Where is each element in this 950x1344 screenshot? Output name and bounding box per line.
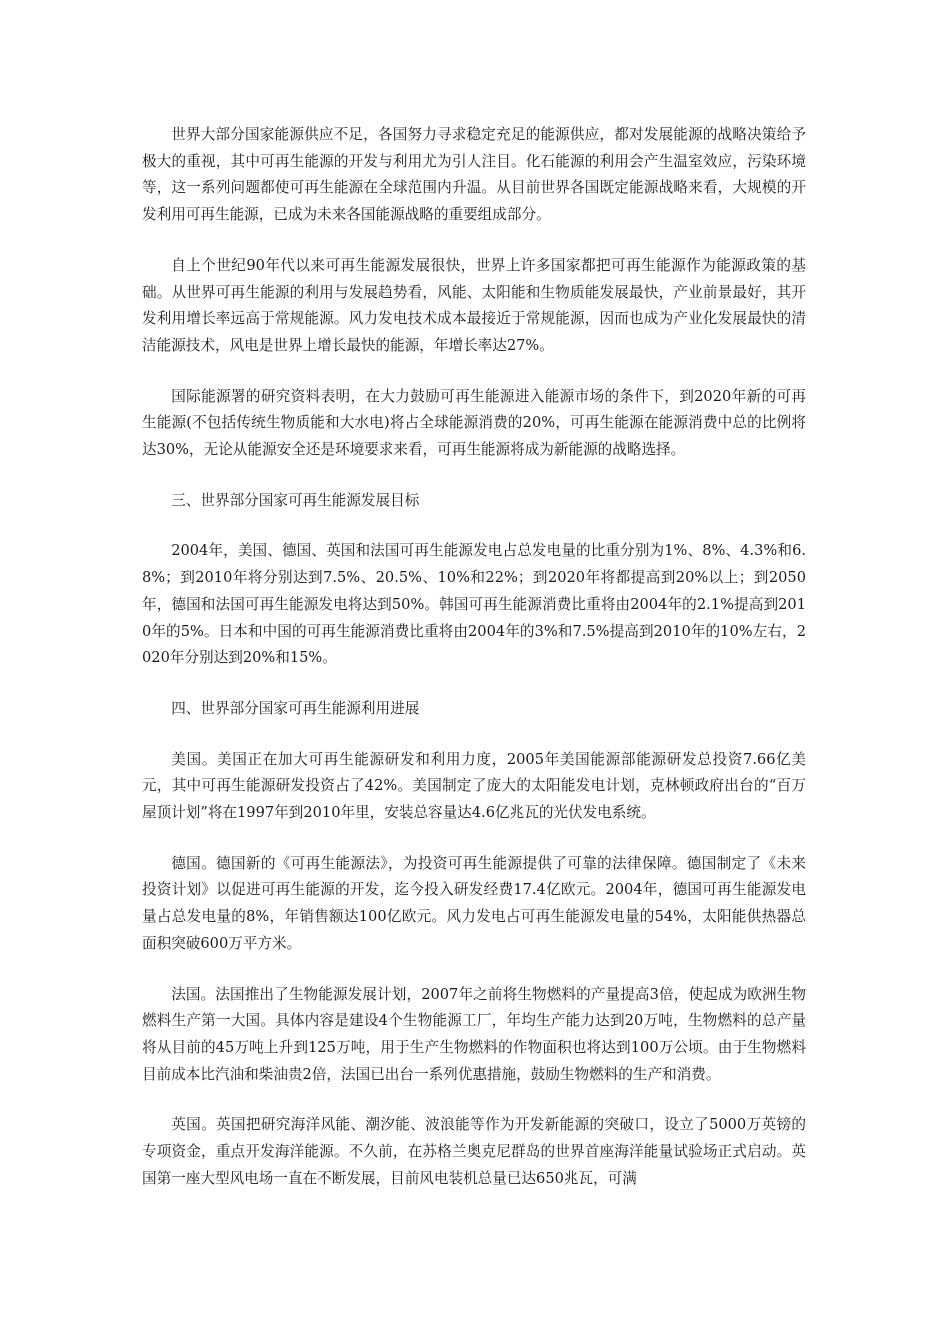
section-heading-4: 四、世界部分国家可再生能源利用进展 [171,699,420,717]
paragraph-intro-energy-strategy: 世界大部分国家能源供应不足，各国努力寻求稳定充足的能源供应，都对发展能源的战略决策给予极大的重视，其中可再生能源的开发与利用尤为引人注目。化石能源的利用会产生温室效应，污染环境等，这一系列问题都使可再生能源在全球范围内升温。从目前世界各国既定能源战略来看，大规模的开发利用可再生能源，已成为未来各国能源战略的重要组成部分。 [142,126,806,224]
paragraph-uk: 英国。英国把研究海洋风能、潮汐能、波浪能等作为开发新能源的突破口，设立了5000万英镑的专项资金，重点开发海洋能源。不久前，在苏格兰奥克尼群岛的世界首座海洋能量试验场正式启动。英国第一座大型风电场一直在不断发展，目前风电装机总量已达650兆瓦，可满 [142,1116,806,1187]
paragraph-germany: 德国。德国新的《可再生能源法》，为投资可再生能源提供了可靠的法律保障。德国制定了《未来投资计划》以促进可再生能源的开发，迄今投入研发经费17.4亿欧元。2004年，德国可再生能源发电量占总发电量的8%，年销售额达100亿欧元。风力发电占可再生能源发电量的54%，太阳能供热器总面积突破600万平方米。 [142,854,806,952]
section-heading-3: 三、世界部分国家可再生能源发展目标 [171,491,420,509]
paragraph-iea-forecast: 国际能源署的研究资料表明，在大力鼓励可再生能源进入能源市场的条件下，到2020年新的可再生能源(不包括传统生物质能和大水电)将占全球能源消费的20%，可再生能源在能源消费中总的比例将达30%，无论从能源安全还是环境要求来看，可再生能源将成为新能源的战略选择。 [142,387,806,459]
paragraph-development-targets: 2004年，美国、德国、英国和法国可再生能源发电占总发电量的比重分别为1%、8%、4.3%和6.8%；到2010年将分别达到7.5%、20.5%、10%和22%；到2020年将都提高到20%以上；到2050年，德国和法国可再生能源发电将达到50%。韩国可再生能源消费比重将由2004年的2.1%提高到2010年的5%。日本和中国的可再生能源消费比重将由2004年的3%和7.5%提高到2010年的10%左右，2020年分别达到20%和15%。 [142,542,806,667]
paragraph-france: 法国。法国推出了生物能源发展计划，2007年之前将生物燃料的产量提高3倍，使起成为欧洲生物燃料生产第一大国。具体内容是建设4个生物能源工厂，年均生产能力达到20万吨，生物燃料的总产量将从目前的45万吨上升到125万吨，用于生产生物燃料的作物面积也将达到100万公顷。由于生物燃料目前成本比汽油和柴油贵2倍，法国已出台一系列优惠措施，鼓励生物燃料的生产和消费。 [142,985,806,1083]
paragraph-renewable-growth: 自上个世纪90年代以来可再生能源发展很快，世界上许多国家都把可再生能源作为能源政策的基础。从世界可再生能源的利用与发展趋势看，风能、太阳能和生物质能发展最快，产业前景最好，其开发利用增长率远高于常规能源。风力发电技术成本最接近于常规能源，因而也成为产业化发展最快的清洁能源技术，风电是世界上增长最快的能源，年增长率达27%。 [142,256,806,354]
paragraph-usa: 美国。美国正在加大可再生能源研发和利用力度，2005年美国能源部能源研发总投资7.66亿美元，其中可再生能源研发投资占了42%。美国制定了庞大的太阳能发电计划，克林顿政府出台的“百万屋顶计划”将在1997年到2010年里，安装总容量达4.6亿兆瓦的光伏发电系统。 [142,750,806,822]
document-body [142,122,806,1217]
